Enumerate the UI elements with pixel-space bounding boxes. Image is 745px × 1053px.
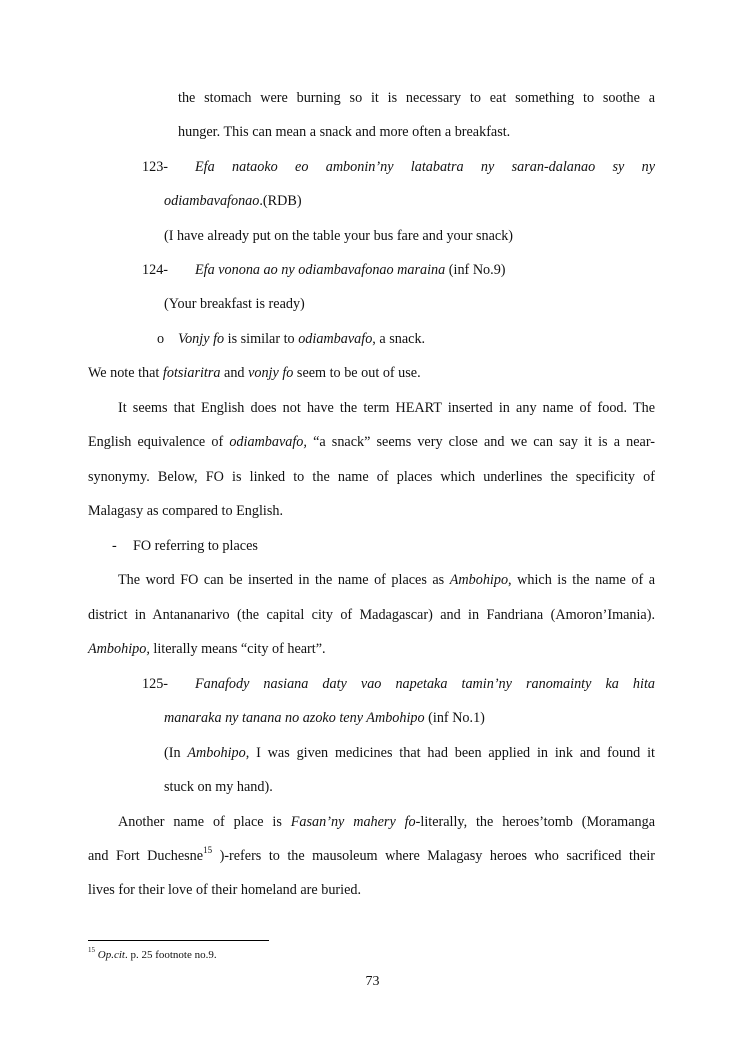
example-translation: (Your breakfast is ready) xyxy=(164,296,305,312)
body-line: synonymy. Below, FO is linked to the name of places which underlines the specificity of xyxy=(88,469,655,485)
body-line: the stomach were burning so it is necessary to eat something to soothe a xyxy=(178,90,655,106)
body-line: hunger. This can mean a snack and more often a breakfast. xyxy=(178,124,511,140)
example-text: Fanafody nasiana daty vao napetaka tamin’ny ranomainty ka hita xyxy=(195,676,655,692)
body-line: Another name of place is Fasan’ny mahery fo-literally, the heroes’tomb (Moramanga xyxy=(118,814,655,830)
bullet-marker: o xyxy=(157,331,165,347)
section-subheading: FO referring to places xyxy=(133,538,258,554)
example-translation: stuck on my hand). xyxy=(164,779,273,795)
body-line: We note that fotsiaritra and vonjy fo seem to be out of use. xyxy=(88,365,421,381)
body-line: and Fort Duchesne$^{15}$ )-refers to the mausoleum where Malagasy heroes who sacrificed their xyxy=(88,845,655,864)
example-number: 123- xyxy=(142,159,169,175)
example-text: odiambavafonao.(RDB) xyxy=(164,193,302,209)
example-number: 124- xyxy=(142,262,169,278)
body-line: English equivalence of odiambavafo, “a snack” seems very close and we can say it is a near- xyxy=(88,434,655,450)
page-number: 73 xyxy=(365,974,380,989)
body-line: district in Antananarivo (the capital city of Madagascar) and in Fandriana (Amoron’Imania). xyxy=(88,607,655,623)
body-line: Ambohipo, literally means “city of heart”. xyxy=(88,641,326,657)
example-text: manaraka ny tanana no azoko teny Ambohipo (inf No.1) xyxy=(164,710,485,726)
example-text: Efa nataoko eo ambonin’ny latabatra ny saran-dalanao sy ny xyxy=(195,159,655,175)
body-line: Malagasy as compared to English. xyxy=(88,503,284,519)
footnote: $^{15}$ Op.cit. p. 25 footnote no.9. xyxy=(88,946,217,961)
body-line: lives for their love of their homeland are buried. xyxy=(88,882,362,898)
bullet-item: Vonjy fo is similar to odiambavafo, a snack. xyxy=(178,331,426,347)
example-translation: (In Ambohipo, I was given medicines that had been applied in ink and found it xyxy=(164,745,655,761)
dash-marker: - xyxy=(112,538,117,554)
example-translation: (I have already put on the table your bus fare and your snack) xyxy=(164,228,514,244)
body-line: The word FO can be inserted in the name of places as Ambohipo, which is the name of a xyxy=(118,572,655,588)
footnote-divider xyxy=(88,940,269,941)
example-number: 125- xyxy=(142,676,169,692)
example-text: Efa vonona ao ny odiambavafonao maraina (inf No.9) xyxy=(195,262,506,278)
body-line: It seems that English does not have the term HEART inserted in any name of food. The xyxy=(118,400,655,416)
footnote-reference[interactable]: 15 xyxy=(203,845,213,856)
